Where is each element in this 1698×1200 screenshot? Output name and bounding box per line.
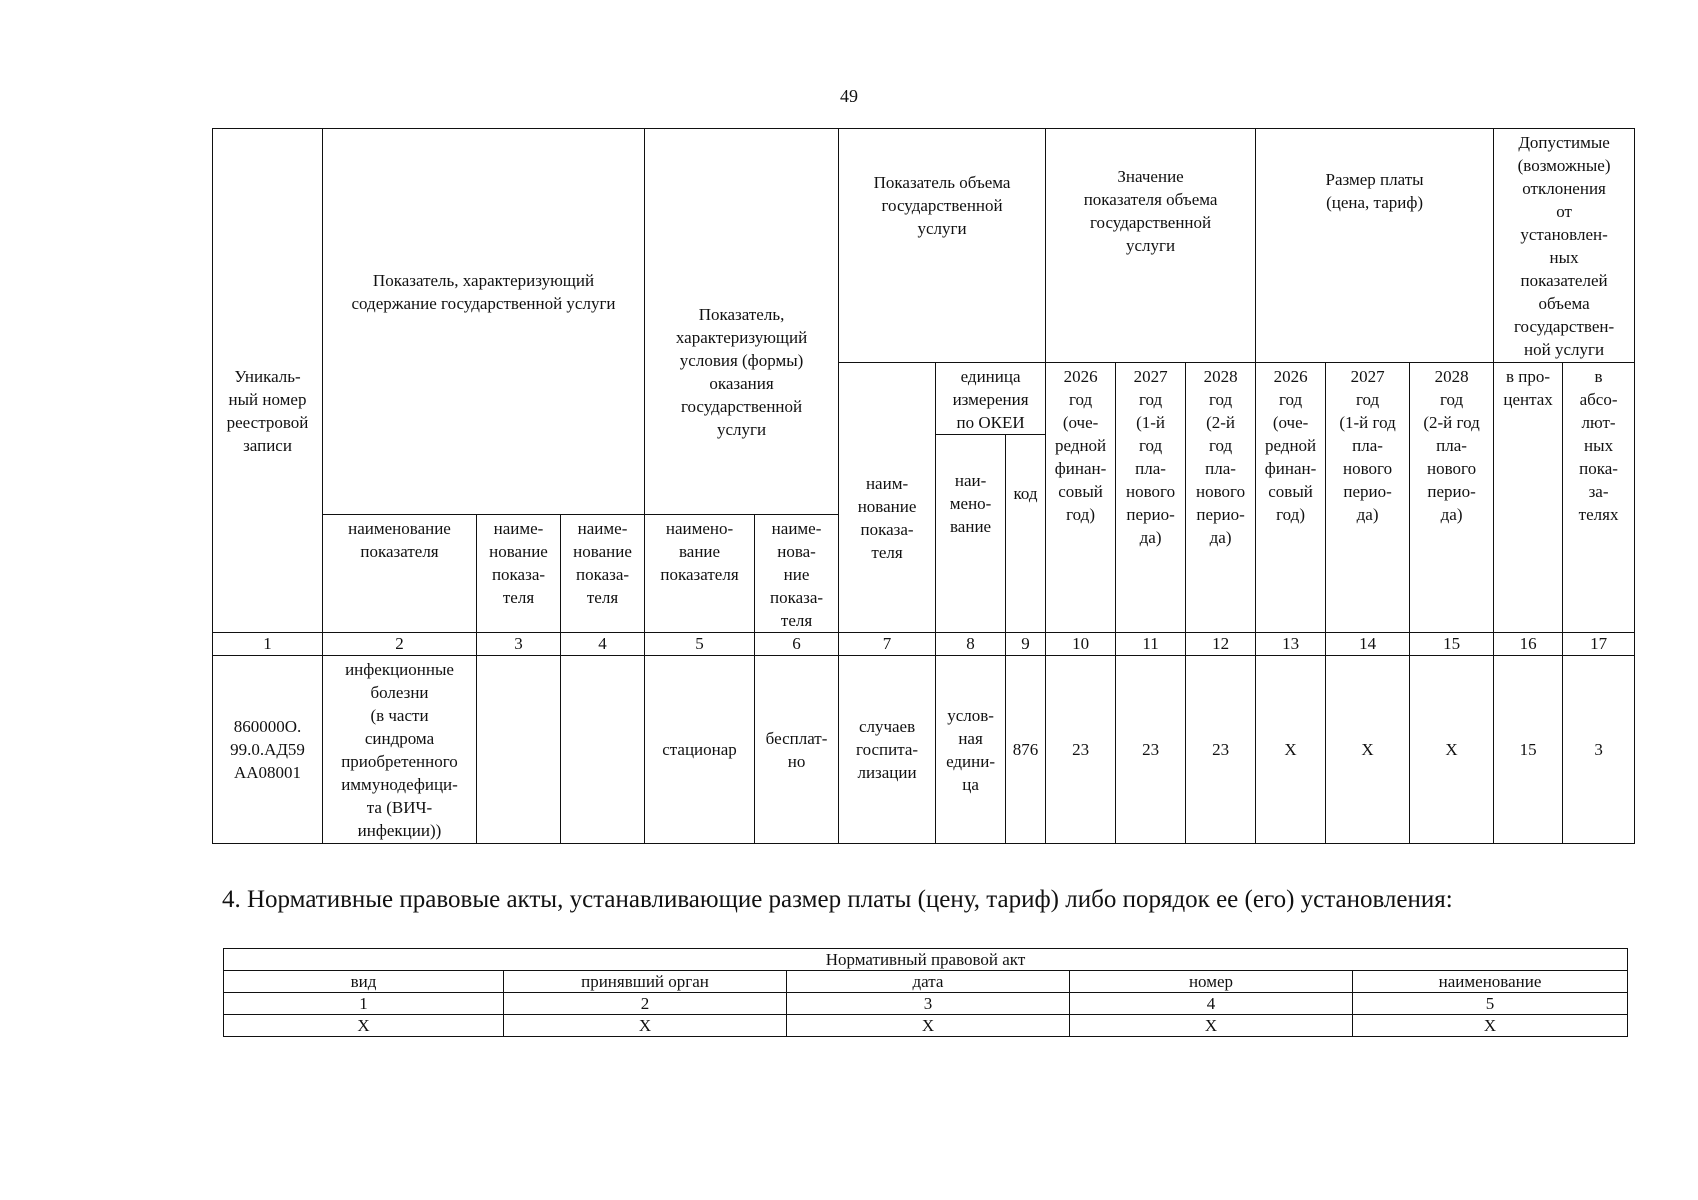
cell-content-indicator-3 <box>561 656 645 844</box>
header-unit-name: наи- мено- вание <box>936 435 1006 633</box>
column-number: 2 <box>323 633 477 656</box>
header-condition-name-2: наиме- нова- ние показа- теля <box>755 515 839 633</box>
header-payment-year-2027: 2027 год (1-й год пла- нового перио- да) <box>1326 363 1410 633</box>
column-number: 8 <box>936 633 1006 656</box>
header-deviation-absolute: в абсо- лют- ных пока- за- телях <box>1563 363 1635 633</box>
header-value-year-2028: 2028 год (2-й год пла- нового перио- да) <box>1186 363 1256 633</box>
cell-deviation-absolute: 3 <box>1563 656 1635 844</box>
cell-payment-2027: Х <box>1326 656 1410 844</box>
acts-cell-value: Х <box>1070 1015 1353 1037</box>
acts-cell-value: Х <box>504 1015 787 1037</box>
acts-cell-value: Х <box>787 1015 1070 1037</box>
column-number: 5 <box>645 633 755 656</box>
header-deviations: Допустимые (возможные) отклонения от установлен- ных показателей объема государствен- ной услуги <box>1494 129 1635 363</box>
acts-column-number: 2 <box>504 993 787 1015</box>
acts-column-number: 4 <box>1070 993 1353 1015</box>
header-unique-number-text: Уникаль- ный номер реестровой записи <box>226 366 309 455</box>
cell-payment-2026: Х <box>1256 656 1326 844</box>
table-row <box>224 1015 1628 1037</box>
column-number: 14 <box>1326 633 1410 656</box>
column-number: 15 <box>1410 633 1494 656</box>
acts-column-header: принявший орган <box>504 971 787 993</box>
cell-deviation-percent: 15 <box>1494 656 1563 844</box>
column-number: 6 <box>755 633 839 656</box>
column-number: 17 <box>1563 633 1635 656</box>
header-value-year-2026: 2026 год (оче- редной финан- совый год) <box>1046 363 1116 633</box>
header-content-name-1: наименование показателя <box>323 515 477 633</box>
header-unit-okei: единица измерения по ОКЕИ <box>936 363 1046 435</box>
column-number: 4 <box>561 633 645 656</box>
header-content-name-2: наиме- нование показа- теля <box>477 515 561 633</box>
header-payment-year-2028: 2028 год (2-й год пла- нового перио- да) <box>1410 363 1494 633</box>
acts-column-number: 1 <box>224 993 504 1015</box>
header-value-year-2027: 2027 год (1-й год пла- нового перио- да) <box>1116 363 1186 633</box>
cell-value-2027: 23 <box>1116 656 1186 844</box>
legal-acts-table <box>223 948 1628 1037</box>
acts-cell-value: Х <box>224 1015 504 1037</box>
header-unique-number <box>213 129 323 633</box>
column-number: 7 <box>839 633 936 656</box>
column-number-row <box>213 633 1635 656</box>
cell-unit-name: услов- ная едини- ца <box>936 656 1006 844</box>
cell-condition-indicator-1: стационар <box>645 656 755 844</box>
column-number: 10 <box>1046 633 1116 656</box>
acts-column-header: дата <box>787 971 1070 993</box>
header-condition-name-1: наимено- вание показателя <box>645 515 755 633</box>
page-number: 49 <box>840 86 858 106</box>
column-number: 1 <box>213 633 323 656</box>
header-volume-name: наим- нование показа- теля <box>839 363 936 633</box>
cell-value-2028: 23 <box>1186 656 1256 844</box>
header-unit-code: код <box>1006 435 1046 633</box>
acts-column-header: вид <box>224 971 504 993</box>
acts-column-number: 5 <box>1353 993 1628 1015</box>
acts-column-header: наименование <box>1353 971 1628 993</box>
cell-volume-indicator-name: случаев госпита- лизации <box>839 656 936 844</box>
acts-cell-value: Х <box>1353 1015 1628 1037</box>
column-number: 9 <box>1006 633 1046 656</box>
header-conditions-group: Показатель, характеризующий условия (формы) оказания государственной услуги <box>645 129 839 515</box>
header-content-name-3: наиме- нование показа- теля <box>561 515 645 633</box>
cell-condition-indicator-2: бесплат- но <box>755 656 839 844</box>
header-payment-year-2026: 2026 год (оче- редной финан- совый год) <box>1256 363 1326 633</box>
header-payment-size: Размер платы (цена, тариф) <box>1256 129 1494 363</box>
column-number: 13 <box>1256 633 1326 656</box>
header-volume-indicator: Показатель объема государственной услуги <box>839 129 1046 363</box>
cell-content-indicator-1: инфекционные болезни (в части синдрома приобретенного иммунодефици- та (ВИЧ- инфекции)) <box>323 656 477 844</box>
acts-table-title: Нормативный правовой акт <box>224 949 1628 971</box>
column-number: 12 <box>1186 633 1256 656</box>
cell-value-2026: 23 <box>1046 656 1116 844</box>
cell-unit-code: 876 <box>1006 656 1046 844</box>
acts-column-header: номер <box>1070 971 1353 993</box>
column-number: 3 <box>477 633 561 656</box>
cell-payment-2028: Х <box>1410 656 1494 844</box>
column-number: 16 <box>1494 633 1563 656</box>
cell-registry-number: 860000О. 99.0.АД59 АА08001 <box>213 656 323 844</box>
table-row <box>213 656 1635 844</box>
header-deviation-percent: в про- центах <box>1494 363 1563 633</box>
header-content-group: Показатель, характеризующий содержание государственной услуги <box>323 129 645 515</box>
cell-content-indicator-2 <box>477 656 561 844</box>
acts-column-number: 3 <box>787 993 1070 1015</box>
column-number: 11 <box>1116 633 1186 656</box>
header-volume-value: Значение показателя объема государственной услуги <box>1046 129 1256 363</box>
state-service-volume-table <box>212 128 1635 844</box>
section-4-heading: 4. Нормативные правовые акты, устанавливающие размер платы (цену, тариф) либо порядок ее (его) установления: <box>222 886 1453 913</box>
